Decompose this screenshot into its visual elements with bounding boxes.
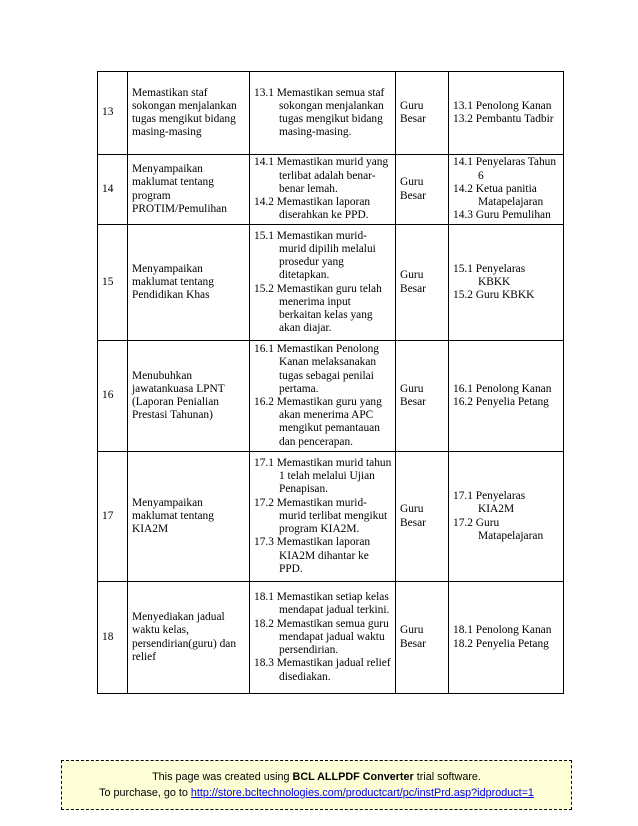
activity-cell: Memastikan staf sokongan menjalankan tugas mengikut bidang masing-masing: [128, 72, 250, 155]
person-in-charge-cell: [449, 341, 564, 452]
pic-item: 16.2 Penyelia Petang: [453, 396, 549, 408]
responsible-cell: Guru Besar: [396, 155, 449, 225]
task-item: 15.2 Memastikan guru telah menerima input berkaitan kelas yang akan diajar.: [254, 282, 382, 335]
person-in-charge-cell: [449, 72, 564, 155]
activity-cell: Menyampaikan maklumat tentang Pendidikan Khas: [128, 225, 250, 341]
responsible-cell: Guru Besar: [396, 341, 449, 452]
table-row: [98, 452, 564, 582]
task-item: 14.2 Memastikan laporan diserahkan ke PPD.: [254, 196, 371, 222]
responsible-cell: Guru Besar: [396, 582, 449, 694]
table-row: [98, 72, 564, 155]
table-row: [98, 225, 564, 341]
pic-item: 17.2 Guru Matapelajaran: [453, 516, 544, 542]
task-item: 18.2 Memastikan semua guru mendapat jadual waktu persendirian.: [254, 617, 389, 657]
person-in-charge-cell: [449, 452, 564, 582]
tasks-cell: [250, 341, 396, 452]
task-item: 16.2 Memastikan guru yang akan menerima APC mengikut pemantauan dan pencerapan.: [254, 396, 382, 448]
footer-suffix-text: trial software.: [413, 771, 481, 783]
person-in-charge-cell: [449, 155, 564, 225]
pic-item: 14.1 Penyelaras Tahun 6: [453, 156, 557, 182]
pic-item: 13.2 Pembantu Tadbir: [453, 113, 554, 125]
footer-purchase-text: To purchase, go to: [99, 787, 191, 799]
row-number: 17: [98, 452, 128, 582]
activity-cell: Menyampaikan maklumat tentang KIA2M: [128, 452, 250, 582]
person-in-charge-cell: [449, 225, 564, 341]
responsible-cell: Guru Besar: [396, 72, 449, 155]
task-item: 15.1 Memastikan murid-murid dipilih melalui prosedur yang ditetapkan.: [254, 229, 376, 282]
tasks-cell: [250, 452, 396, 582]
task-item: 13.1 Memastikan semua staf sokongan menjalankan tugas mengikut bidang masing-masing.: [254, 86, 385, 139]
task-item: 14.1 Memastikan murid yang terlibat adalah benar-benar lemah.: [254, 156, 389, 195]
pic-item: 17.1 Penyelaras KIA2M: [453, 490, 526, 516]
row-number: 14: [98, 155, 128, 225]
activity-cell: Menubuhkan jawatankuasa LPNT (Laporan Penialian Prestasi Tahunan): [128, 341, 250, 452]
activity-cell: Menyampaikan maklumat tentang program PROTIM/Pemulihan: [128, 155, 250, 225]
duty-table-body: [98, 72, 564, 694]
footer-line-1: [62, 769, 571, 785]
pic-item: 15.1 Penyelaras KBKK: [453, 262, 526, 288]
tasks-cell: [250, 155, 396, 225]
table-row: [98, 341, 564, 452]
task-item: 17.1 Memastikan murid tahun 1 telah melalui Ujian Penapisan.: [254, 457, 392, 496]
responsible-cell: Guru Besar: [396, 225, 449, 341]
footer-product-name: BCL ALLPDF Converter: [292, 771, 414, 783]
purchase-link[interactable]: http://store.bcltechnologies.com/productcart/pc/instPrd.asp?idproduct=1: [190, 787, 534, 799]
pic-item: 15.2 Guru KBKK: [453, 289, 535, 302]
footer-line-2: [62, 785, 571, 801]
task-item: 17.2 Memastikan murid-murid terlibat mengikut program KIA2M.: [254, 496, 388, 536]
task-item: 17.3 Memastikan laporan KIA2M dihantar ke PPD.: [254, 536, 371, 575]
task-item: 18.3 Memastikan jadual relief disediakan.: [254, 657, 391, 683]
row-number: 16: [98, 341, 128, 452]
footer-prefix-text: This page was created using: [152, 771, 293, 783]
tasks-cell: [250, 72, 396, 155]
row-number: 13: [98, 72, 128, 155]
duty-table: [97, 71, 564, 694]
tasks-cell: [250, 225, 396, 341]
pic-item: 16.1 Penolong Kanan: [453, 382, 552, 395]
pic-item: 14.3 Guru Pemulihan: [453, 209, 551, 222]
responsible-cell: Guru Besar: [396, 452, 449, 582]
pic-item: 13.1 Penolong Kanan: [453, 99, 552, 112]
row-number: 15: [98, 225, 128, 341]
activity-cell: Menyediakan jadual waktu kelas, persendirian(guru) dan relief: [128, 582, 250, 694]
pic-item: 18.2 Penyelia Petang: [453, 637, 549, 650]
task-item: 16.1 Memastikan Penolong Kanan melaksanakan tugas sebagai penilai pertama.: [254, 343, 379, 395]
task-item: 18.1 Memastikan setiap kelas mendapat jadual terkini.: [254, 591, 390, 617]
pic-item: 18.1 Penolong Kanan: [453, 624, 552, 637]
table-row: [98, 155, 564, 225]
row-number: 18: [98, 582, 128, 694]
pic-item: 14.2 Ketua panitia Matapelajaran: [453, 182, 544, 209]
trial-footer: [61, 760, 572, 810]
tasks-cell: [250, 582, 396, 694]
person-in-charge-cell: [449, 582, 564, 694]
table-row: [98, 582, 564, 694]
